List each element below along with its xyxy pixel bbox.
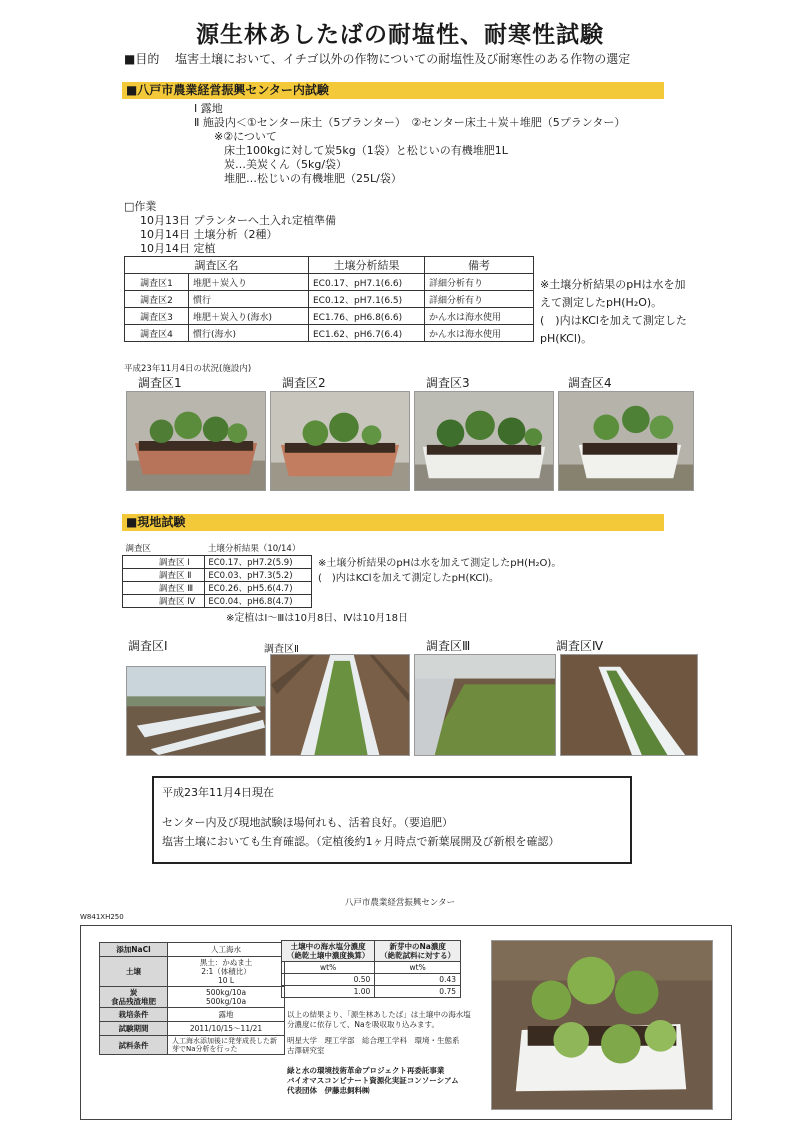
table-header-row: [125, 257, 534, 274]
summary-box: [152, 776, 632, 864]
table-row: [125, 274, 534, 291]
field-photo-4: [560, 654, 698, 756]
size-code: W841XH250: [80, 913, 124, 921]
cell: EC0.17、pH7.1(6.6): [309, 274, 425, 291]
soil-note-center: [540, 276, 687, 348]
unit: wt%: [282, 962, 375, 974]
table-header-row: [282, 941, 461, 962]
header-soil: 土壌分析結果（10/14）: [205, 542, 312, 555]
photo-label: 調査区2: [282, 376, 326, 390]
table-row: [100, 1036, 285, 1055]
results-panel: [80, 925, 732, 1120]
summary-line: センター内及び現地試験ほ場何れも、活着良好。（要追肥）: [162, 816, 454, 829]
table-row: [100, 1008, 285, 1022]
cell: 調査区 Ⅲ: [123, 581, 205, 594]
cell: 調査区 Ⅳ: [123, 594, 205, 607]
cell: 人工海水添加後に発芽成長した新芽でNa分析を行った: [168, 1036, 285, 1055]
soil-note-field: [318, 556, 561, 586]
line-compost: 堆肥…松じいの有機堆肥（25L/袋）: [224, 172, 402, 185]
header-shoot-na: 新芽中のNa濃度 （絶乾試料に対する）: [375, 941, 461, 962]
table-header-row: [123, 542, 312, 555]
cell: EC1.62、pH6.7(6.4): [309, 325, 425, 342]
cell: EC0.03、pH7.3(5.2): [205, 568, 312, 581]
line-charcoal: 炭…美炭くん（5kg/袋）: [224, 158, 348, 171]
planting-note: ※定植はⅠ～Ⅲは10月8日、Ⅳは10月18日: [226, 613, 408, 624]
cell: 500kg/10a 500kg/10a: [168, 987, 285, 1008]
summary-date: 平成23年11月4日現在: [162, 786, 274, 799]
plant-photo: [491, 940, 713, 1110]
header-plot: 調査区名: [125, 257, 309, 274]
table-row: [123, 581, 312, 594]
note-line: pH(KCl)。: [540, 332, 593, 345]
unit: wt%: [375, 962, 461, 974]
photo-label: 調査区Ⅲ: [426, 639, 471, 653]
cell: 人工海水: [168, 943, 285, 957]
conditions-table: [99, 942, 285, 1055]
footer-org: 八戸市農業経営振興センター: [344, 898, 456, 908]
cell: 試料条件: [100, 1036, 168, 1055]
cell: 1.00: [282, 986, 375, 998]
cell: EC0.12、pH7.1(6.5): [309, 291, 425, 308]
cell: EC0.26、pH5.6(4.7): [205, 581, 312, 594]
table-row: [125, 325, 534, 342]
cell: 0.50: [282, 974, 375, 986]
project-credit: 緑と水の環境技術革命プロジェクト再委託事業 バイオマスコンビナート資源化実証コンソーシアム 代表団体 伊藤忠飼料㈱: [287, 1066, 459, 1095]
cell: かん水は海水使用: [425, 308, 534, 325]
cell: 調査区4: [125, 325, 189, 342]
work-heading: □作業: [124, 200, 157, 213]
soil-table-field: [122, 542, 312, 608]
cell: 土壌: [100, 957, 168, 987]
cell: 2011/10/15～11/21: [168, 1022, 285, 1036]
purpose: [124, 50, 630, 67]
line-indoor: Ⅱ 施設内＜①センター床土（5プランター） ②センター床土＋炭＋堆肥（5プランター）: [194, 116, 626, 129]
table-row: [123, 568, 312, 581]
photo-label: 調査区Ⅱ: [264, 644, 299, 655]
cell: 0.43: [375, 974, 461, 986]
university-credit: 明星大学 理工学部 総合理工学科 環境・生態系 古澤研究室: [287, 1036, 460, 1055]
table-row: [100, 987, 285, 1008]
photo-label: 調査区Ⅳ: [556, 639, 604, 653]
cell: 堆肥＋炭入り(海水): [189, 308, 309, 325]
cell: 栽培条件: [100, 1008, 168, 1022]
note-line: ※土壌分析結果のpHは水を加: [540, 278, 686, 291]
table-row: [282, 986, 461, 998]
cell: 露地: [168, 1008, 285, 1022]
field-photo-3: [414, 654, 556, 756]
table-row: [282, 962, 461, 974]
photo-caption: 平成23年11月4日の状況(施設内): [124, 364, 252, 374]
section1-banner: ■八戸市農業経営振興センター内試験: [122, 82, 664, 99]
header-remark: 備考: [425, 257, 534, 274]
section2-banner: ■現地試験: [122, 514, 664, 531]
photo-label: 調査区3: [426, 376, 470, 390]
cell: EC0.04、pH6.8(4.7): [205, 594, 312, 607]
table-row: [282, 974, 461, 986]
table-row: [100, 1022, 285, 1036]
field-photo-1: [126, 666, 266, 756]
line-outdoor: Ⅰ 露地: [194, 102, 223, 115]
note-line: ( )内はKClを加えて測定した: [540, 314, 687, 327]
cell: 黒土：かぬま土 2:1（体積比） 10 L: [168, 957, 285, 987]
planter-photo-3: [414, 391, 554, 491]
page-title: 源生林あしたばの耐塩性、耐寒性試験: [196, 22, 604, 48]
planter-photo-1: [126, 391, 266, 491]
purpose-text: 塩害土壌において、イチゴ以外の作物についての耐塩性及び耐寒性のある作物の選定: [175, 52, 631, 66]
cell: 調査区2: [125, 291, 189, 308]
cell: EC0.17、pH7.2(5.9): [205, 555, 312, 568]
work-item: 10月13日 プランターへ土入れ定植準備: [140, 214, 337, 227]
note-line: ※土壌分析結果のpHは水を加えて測定したpH(H₂O)。: [318, 558, 562, 569]
cell: 0.75: [375, 986, 461, 998]
line-note-heading: ※②について: [214, 130, 277, 143]
work-item: 10月14日 定植: [140, 242, 216, 255]
conclusion-text: 以上の結果より、「源生林あしたば」は土壌中の海水塩分濃度に依存して、Naを吸収取り込みます。: [287, 1010, 471, 1029]
line-soil-mix: 床土100kgに対して炭5kg（1袋）と松じいの有機堆肥1L: [224, 144, 508, 157]
cell: 調査区 Ⅰ: [123, 555, 205, 568]
cell: 調査区 Ⅱ: [123, 568, 205, 581]
table-row: [100, 957, 285, 987]
cell: 調査区3: [125, 308, 189, 325]
cell: 試験期間: [100, 1022, 168, 1036]
cell: EC1.76、pH6.8(6.6): [309, 308, 425, 325]
cell: 堆肥＋炭入り: [189, 274, 309, 291]
planter-photo-2: [270, 391, 410, 491]
table-row: [123, 594, 312, 607]
header-soil: 土壌分析結果: [309, 257, 425, 274]
cell: 添加NaCl: [100, 943, 168, 957]
photo-label: 調査区4: [568, 376, 612, 390]
field-photo-2: [270, 654, 410, 756]
cell: 炭 食品残渣堆肥: [100, 987, 168, 1008]
soil-table-center: [124, 256, 534, 342]
cell: 調査区1: [125, 274, 189, 291]
concentration-table: [281, 940, 461, 998]
table-row: [125, 308, 534, 325]
header-soil-salt: 土壌中の海水塩分濃度 （絶乾土壌中濃度換算）: [282, 941, 375, 962]
cell: 慣行(海水): [189, 325, 309, 342]
table-row: [123, 555, 312, 568]
summary-line: 塩害土壌においても生育確認。（定植後約1ヶ月時点で新葉展開及び新根を確認）: [162, 835, 560, 848]
cell: 慣行: [189, 291, 309, 308]
header-plot: 調査区: [123, 542, 205, 555]
photo-label: 調査区1: [138, 376, 182, 390]
photo-label: 調査区Ⅰ: [128, 639, 168, 653]
cell: 詳細分析有り: [425, 291, 534, 308]
table-row: [125, 291, 534, 308]
work-item: 10月14日 土壌分析（2種）: [140, 228, 278, 241]
cell: かん水は海水使用: [425, 325, 534, 342]
note-line: ( )内はKClを加えて測定したpH(KCl)。: [318, 573, 500, 584]
table-row: [100, 943, 285, 957]
planter-photo-4: [558, 391, 694, 491]
purpose-label: ■目的: [124, 52, 160, 66]
note-line: えて測定したpH(H₂O)。: [540, 296, 663, 309]
cell: 詳細分析有り: [425, 274, 534, 291]
